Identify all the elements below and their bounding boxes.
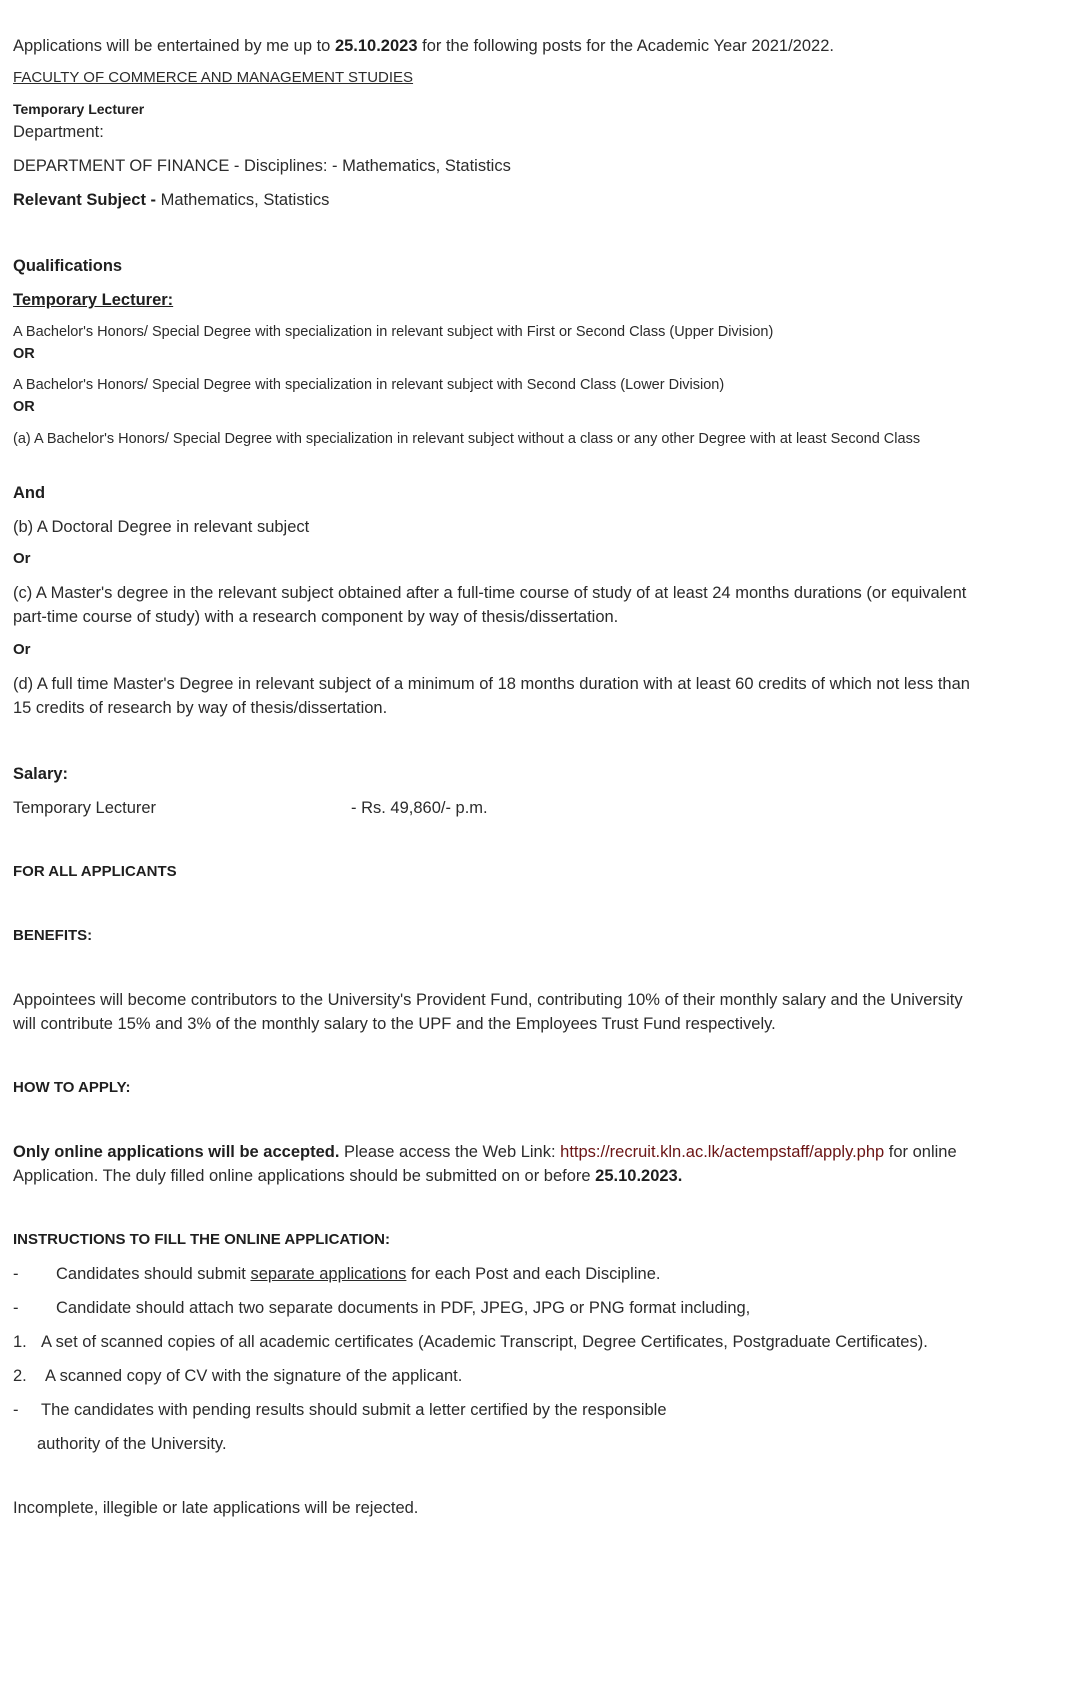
qualification-option-c: (c) A Master's degree in the relevant subject obtained after a full-time course of study of at least 24 months durations (or equivalent part-time course of study) with a research component by way of thesis/dissertation. bbox=[13, 584, 967, 626]
department-text: DEPARTMENT OF FINANCE - Disciplines: - Mathematics, Statistics bbox=[13, 157, 511, 175]
relevant-subject-label: Relevant Subject - bbox=[13, 191, 157, 209]
relevant-subject-value: Mathematics, Statistics bbox=[156, 191, 330, 209]
or-separator-3: Or bbox=[13, 550, 31, 567]
instruction-item-1 bbox=[13, 1262, 1013, 1286]
intro-text-before: Applications will be entertained by me up to bbox=[13, 37, 335, 55]
apply-deadline-date: 25.10.2023. bbox=[595, 1167, 683, 1185]
and-separator: And bbox=[13, 484, 46, 502]
instruction-item-3 bbox=[13, 1398, 1013, 1422]
separate-applications-text: separate applications bbox=[250, 1265, 407, 1283]
benefits-heading: BENEFITS: bbox=[13, 927, 93, 944]
salary-amount: - Rs. 49,860/- p.m. bbox=[351, 799, 488, 817]
numbered-item-2-marker: 2. bbox=[13, 1367, 27, 1385]
qualification-option-b: (b) A Doctoral Degree in relevant subject bbox=[13, 518, 310, 536]
benefits-text: Appointees will become contributors to the University's Provident Fund, contributing 10% of their monthly salary and the University will contribute 15% and 3% of the monthly salary to the UPF and the Employees Trust Fund respectively. bbox=[13, 991, 963, 1033]
qualification-option-2: A Bachelor's Honors/ Special Degree with specialization in relevant subject with Second Class (Lower Division) bbox=[13, 377, 725, 393]
intro-paragraph bbox=[13, 34, 1013, 58]
intro-text-after: for the following posts for the Academic Year 2021/2022. bbox=[417, 37, 834, 55]
qualifications-heading: Qualifications bbox=[13, 257, 123, 275]
instruction-item-1-text bbox=[56, 1262, 660, 1286]
dash-marker: - bbox=[13, 1401, 19, 1419]
or-separator-4: Or bbox=[13, 641, 31, 658]
dash-marker: - bbox=[13, 1265, 19, 1283]
post-title: Temporary Lecturer bbox=[13, 101, 145, 117]
how-to-apply-text bbox=[13, 1140, 1003, 1188]
salary-post: Temporary Lecturer bbox=[13, 799, 157, 817]
how-to-apply-heading: HOW TO APPLY: bbox=[13, 1079, 131, 1096]
apply-text-1: Please access the Web Link: bbox=[339, 1143, 561, 1161]
numbered-item-2 bbox=[13, 1364, 953, 1388]
instruction-item-3-text: The candidates with pending results should submit a letter certified by the responsible bbox=[41, 1401, 667, 1419]
department-label: Department: bbox=[13, 123, 104, 141]
instruction-item-1-after: for each Post and each Discipline. bbox=[406, 1265, 661, 1283]
instruction-item-2-text: Candidate should attach two separate documents in PDF, JPEG, JPG or PNG format including, bbox=[56, 1299, 751, 1317]
numbered-item-1-text: A set of scanned copies of all academic certificates (Academic Transcript, Degree Certificates, Postgraduate Certificates). bbox=[41, 1333, 928, 1351]
salary-row bbox=[13, 796, 1013, 820]
numbered-item-2-text: A scanned copy of CV with the signature of the applicant. bbox=[45, 1367, 463, 1385]
application-link[interactable]: https://recruit.kln.ac.lk/actempstaff/apply.php bbox=[560, 1143, 885, 1161]
faculty-heading: FACULTY OF COMMERCE AND MANAGEMENT STUDIES bbox=[13, 69, 414, 86]
closing-notice: Incomplete, illegible or late applications will be rejected. bbox=[13, 1499, 419, 1517]
qualification-option-1: A Bachelor's Honors/ Special Degree with specialization in relevant subject with First or Second Class (Upper Division) bbox=[13, 324, 774, 340]
apply-text-2: for online Application. The duly filled online applications should be submitted on or before bbox=[13, 1143, 957, 1185]
or-separator-1: OR bbox=[13, 346, 35, 362]
qualification-option-a: (a) A Bachelor's Honors/ Special Degree with specialization in relevant subject without a class or any other Degree with at least Second Class bbox=[13, 431, 921, 447]
instructions-heading: INSTRUCTIONS TO FILL THE ONLINE APPLICATION: bbox=[13, 1231, 390, 1248]
instruction-item-3-continuation: authority of the University. bbox=[37, 1435, 227, 1453]
or-separator-2: OR bbox=[13, 399, 35, 415]
numbered-item-1 bbox=[13, 1330, 953, 1354]
relevant-subject bbox=[13, 188, 1013, 212]
instruction-item-2 bbox=[13, 1296, 1013, 1320]
instruction-item-1-before: Candidates should submit bbox=[56, 1265, 251, 1283]
qualification-option-d: (d) A full time Master's Degree in relevant subject of a minimum of 18 months duration with at least 60 credits of which not less than 15 credits of research by way of thesis/dissertation. bbox=[13, 675, 970, 717]
for-all-applicants-heading: FOR ALL APPLICANTS bbox=[13, 863, 177, 880]
online-only-notice: Only online applications will be accepted. bbox=[13, 1143, 340, 1161]
numbered-item-1-marker: 1. bbox=[13, 1333, 27, 1351]
dash-marker: - bbox=[13, 1299, 19, 1317]
intro-deadline-date: 25.10.2023 bbox=[334, 37, 418, 55]
qualifications-subheading: Temporary Lecturer: bbox=[13, 291, 174, 309]
salary-heading: Salary: bbox=[13, 765, 69, 783]
